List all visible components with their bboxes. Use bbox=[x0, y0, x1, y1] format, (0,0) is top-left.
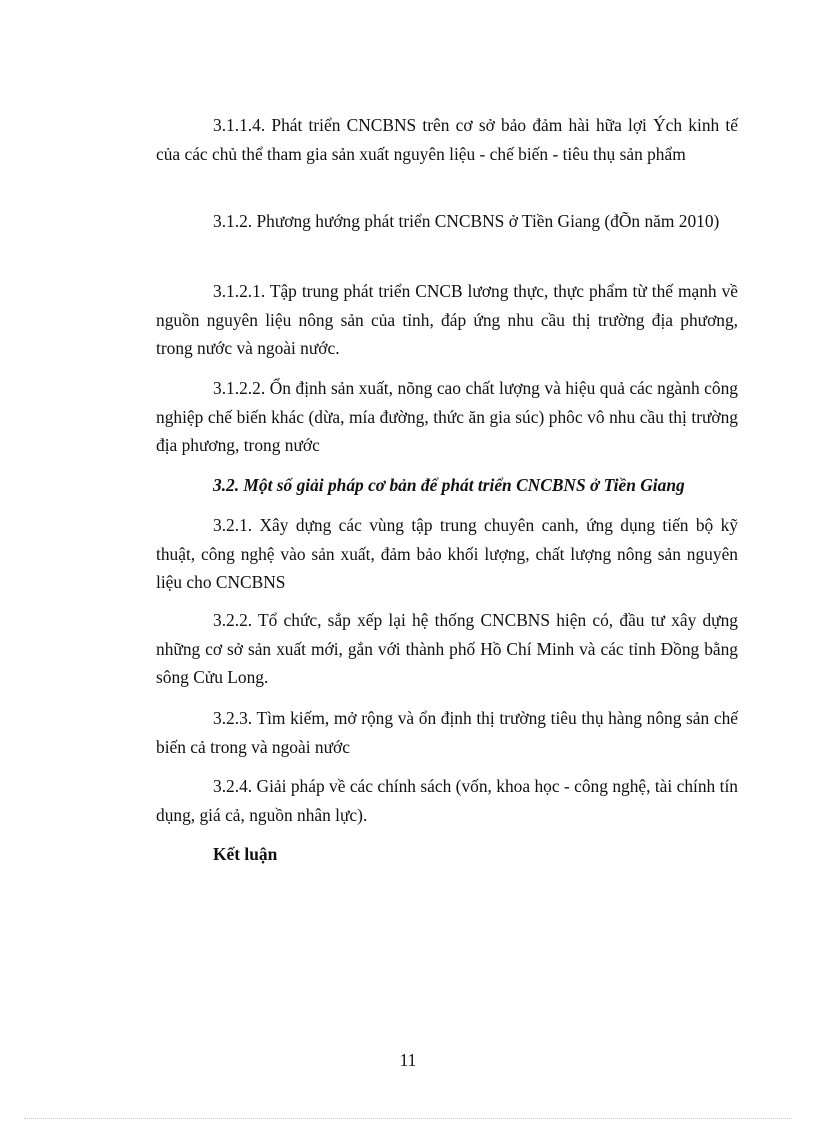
page-number: 11 bbox=[399, 1050, 417, 1070]
page-bottom-divider bbox=[24, 1118, 792, 1119]
paragraph-3-2-3: 3.2.3. Tìm kiếm, mở rộng và ổn định thị trường tiêu thụ hàng nông sản chế biến cả trong và ngoài nước bbox=[156, 708, 738, 757]
paragraph-3-2-1: 3.2.1. Xây dựng các vùng tập trung chuyên canh, ứng dụng tiến bộ kỹ thuật, công nghệ vào sản xuất, đảm bảo khối lượng, chất lượng nông sản nguyên liệu cho CNCBNS bbox=[156, 515, 738, 592]
paragraph-3-1-2: 3.1.2. Phương hướng phát triển CNCBNS ở Tiền Giang (đÕn năm 2010) bbox=[213, 211, 720, 231]
paragraph-3-1-2-2: 3.1.2.2. Ổn định sản xuất, nõng cao chất lượng và hiệu quả các ngành công nghiệp chế biến khác (dừa, mía đường, thức ăn gia súc) phôc vô nhu cầu thị trường địa phương, trong nước bbox=[156, 378, 738, 455]
paragraph-3-1-1-4: 3.1.1.4. Phát triển CNCBNS trên cơ sở bảo đảm hài hữa lợi Ých kinh tế của các chủ thể tham gia sản xuất nguyên liệu - chế biến - tiêu thụ sản phẩm bbox=[156, 115, 738, 164]
heading-ket-luan: Kết luận bbox=[213, 844, 278, 864]
paragraph-3-1-2-1: 3.1.2.1. Tập trung phát triển CNCB lương thực, thực phẩm từ thế mạnh về nguồn nguyên liệu nông sản của tỉnh, đáp ứng nhu cầu thị trường địa phương, trong nước và ngoài nước. bbox=[156, 281, 738, 358]
paragraph-3-2-2: 3.2.2. Tổ chức, sắp xếp lại hệ thống CNCBNS hiện có, đầu tư xây dựng những cơ sở sản xuất mới, gắn với thành phố Hồ Chí Minh và các tỉnh Đồng bằng sông Cửu Long. bbox=[156, 610, 738, 687]
section-heading-3-2: 3.2. Một số giải pháp cơ bản để phát triển CNCBNS ở Tiền Giang bbox=[213, 475, 685, 495]
paragraph-3-2-4: 3.2.4. Giải pháp về các chính sách (vốn, khoa học - công nghệ, tài chính tín dụng, giá cả, nguồn nhân lực). bbox=[156, 776, 738, 825]
